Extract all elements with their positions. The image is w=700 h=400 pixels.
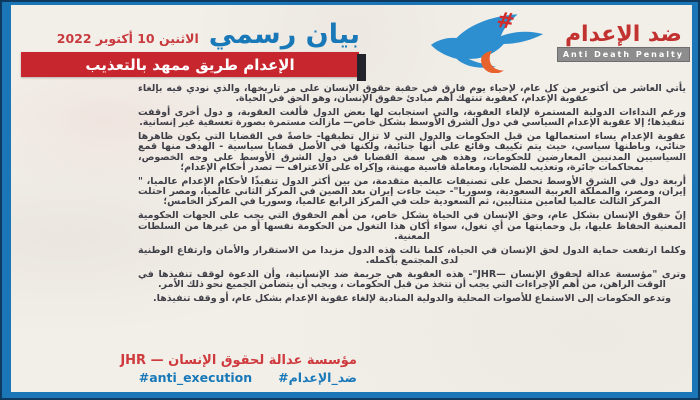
statement-title: بيان رسمي — [208, 19, 360, 50]
paragraph-4: أربعة دول في الشرق الأوسط تحصل على تصنيفات عالمية متقدمة، من بين أكثر الدول تنفيذًا لأحكام الإعدام عالميا، " إيران، ومصر، والمملكة العربية السعودية، وسوريا"- حيث جاءت إيران بعد الصين في المركز الثاني عالميا، ومصر احتلت المركز الثالث عالميا لعامين متتاليين، ثم السعودية حلت في المركز الرابع عالميا، وسوريا في المركز الخامس؛ — [138, 175, 686, 208]
paragraph-1: يأتي العاشر من أكتوبر من كل عام، لإحياء يوم فارق في حقبة حقوق الإنسان على مر تاريخها، والذي نودي فيه بإلغاء عقوبة الإعدام، كعقوبة تنتهك أهم مبادئ حقوق الإنسان، وهو الحق في الحياة. — [138, 83, 686, 105]
header-title-row — [57, 19, 360, 50]
hashtag-english: #anti_execution — [138, 370, 253, 385]
statement-date: الاثنين 10 أكتوبر 2022 — [56, 31, 199, 46]
paragraph-3: عقوبة الإعدام يساء استعمالها من قبل الحكومات والدول التي لا تزال تطبقها- خاصةً في القضايا التي يكون ظاهرها جنائي، وباطنها سياسي، حيث يتم تكييف وقائع على أنها جنائية، ولكنها في الأصل قضايا سياسية - الهدف منها قمع السياسيين المدنيين المعارضين للحكومات، وهذه هي سمة القضايا في دول الشرق الأوسط على وجه الخصوص، بمحاكمات جائرة، وتعذيب للضحايا، ومعاملة قاسية مهينة، وإكراه على الاعتراف — تصدر أحكام الإعدام؛ — [138, 131, 686, 174]
logo-text-block — [557, 23, 690, 62]
logo-english-tagline: Anti Death Penalty — [557, 47, 690, 62]
logo-arabic-wordmark: ضد الإعدام — [564, 21, 682, 47]
crescent-shape — [481, 51, 504, 73]
hashtag-icon: # — [494, 11, 517, 36]
headline-text: الإعدام طريق ممهد بالتعذيب — [85, 55, 295, 74]
hashtag-arabic: #ضد_الإعدام — [278, 370, 357, 385]
organization-name: مؤسسة عدالة لحقوق الإنسان — JHR — [120, 353, 357, 368]
paragraph-2: ورغم النداءات الدولية المستمرة لإلغاء العقوبة، والتي استجابت لها بعض الدول فألغت العقوبة، و دول أخرى أوقفت تنفيذها؛ إلا عقوبة الإعدام السياسي في دول الشرق الأوسط بشكل خاص— مازالت مستمرة بصورة تعسفية غير إنسانية. — [138, 107, 686, 129]
statement-body — [138, 84, 686, 308]
paragraph-6: وكلما ارتفعت حماية الدول لحق الإنسان في الحياة، كلما نالت هذه الدول مزيدا من الاستقرار والأمان وارتفاع الوطنية لدى المجتمع بأكمله. — [138, 244, 686, 266]
headline-banner — [21, 52, 359, 77]
paragraph-5: إنّ حقوق الإنسان بشكل عام، وحق الإنسان في الحياة بشكل خاص، من أهم الحقوق التي يجب على الجهات الحكومية المعنية الحفاظ عليها، بل وحمايتها من أي تغول، سواء أكان هذا التغول من الحكومة نفسها أو من غيرها من السلطات المعنية. — [138, 210, 686, 242]
paragraph-8: وتدعو الحكومات إلى الاستماع للأصوات المحلية والدولية المنادية لإلغاء عقوبة الإعدام بشكل عام، أو وقف تنفيذها. — [153, 292, 671, 304]
banner-shadow — [357, 54, 366, 81]
anti-death-penalty-logo — [428, 11, 690, 73]
statement-paper — [11, 5, 692, 392]
footer-hashtags — [55, 369, 357, 387]
statement-footer — [55, 352, 357, 387]
dove-icon — [427, 11, 555, 73]
paragraph-7: وترى "مؤسسة عدالة لحقوق الإنسان —JHR"- هذه العقوبة هي جريمة ضد الإنسانية، وأن الدعوة لوقف تنفيذها في الوقت الراهن، من أهم الإجراءات التي يجب أن تتخذ من قبل الحكومات ، ويجب أن يتضامن الجميع نحو ذلك الأمر. — [138, 268, 686, 291]
